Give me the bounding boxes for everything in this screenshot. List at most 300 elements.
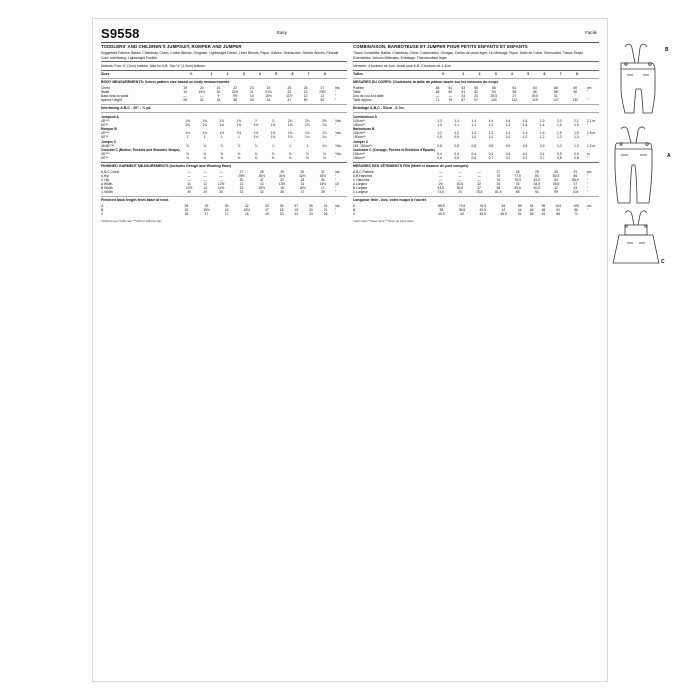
size-cell: 8 <box>323 72 326 77</box>
cell: 0,7 <box>488 155 494 160</box>
cell: 29 <box>204 203 209 208</box>
row-label: B Largeur <box>353 185 368 190</box>
cell: 22 <box>233 86 237 90</box>
table-row <box>101 98 347 102</box>
cell: 11 <box>187 181 191 186</box>
size-cell: 3 <box>242 72 245 77</box>
cell: 53 <box>492 90 496 95</box>
view-c-drawing <box>607 209 665 271</box>
cell: ½ <box>305 151 309 156</box>
cell: 89 <box>515 190 520 195</box>
cell: 64 <box>533 86 537 90</box>
cell: 30 <box>300 169 305 174</box>
french-notions: Mercerie: 4 boutons de 1cm. Aussi pour A,B: 2 boutons de 1,3cm. <box>353 63 452 68</box>
cell: 35 <box>280 190 284 195</box>
cell: 21 <box>216 86 221 90</box>
divider <box>353 162 599 163</box>
unit-cell: " <box>335 177 337 182</box>
cell: 32 <box>244 203 249 208</box>
cell: 1⅝ <box>287 123 293 128</box>
cell: ⅞ <box>203 143 207 148</box>
english-interfacing: Interfacing A,B,C - 20" - ¾ yd. <box>101 106 152 111</box>
cell: 1¾ <box>322 123 327 128</box>
cell: 51 <box>448 86 453 90</box>
cell: ⅜ <box>186 151 189 156</box>
cell: 30 <box>219 190 223 195</box>
unit-cell: " <box>587 207 589 212</box>
cell: 11½ <box>286 94 293 99</box>
cell: 0,6 <box>454 155 459 160</box>
cell: 73,5 <box>458 203 466 208</box>
unit-cell: cm <box>587 86 592 90</box>
cell: 0,4 <box>522 151 528 156</box>
cell: ⅞ <box>186 143 189 148</box>
cell: 1¼ <box>322 143 327 148</box>
cell: ⅜ <box>254 155 258 160</box>
cell: 85 <box>573 173 578 178</box>
cell: 1½ <box>236 131 242 136</box>
unit-cell: Yds. <box>335 143 342 148</box>
cell: 12½ <box>217 181 225 186</box>
cell: 79 <box>448 98 453 103</box>
cell: 1,3 <box>471 131 477 136</box>
cell: 39,5 <box>514 185 521 190</box>
cell: 33½ <box>319 173 326 178</box>
cell: — <box>187 173 191 178</box>
cell: 22 <box>287 90 292 95</box>
cell: 21 <box>323 207 328 212</box>
unit-cell: Yds. <box>335 131 342 136</box>
cell: — <box>203 177 207 182</box>
sizes-header: Sizes <box>101 72 110 77</box>
english-finished-head: FINISHED GARMENT MEASUREMENTS (Includes Design and Wearing Ease) <box>101 164 232 168</box>
unit-cell: Ins. <box>335 169 341 174</box>
unit-cell: 2,1 m <box>587 119 596 124</box>
cell: 21 <box>249 90 254 95</box>
cell: 10 <box>249 94 254 99</box>
unit-cell: " <box>587 135 589 140</box>
cell: 2 <box>272 119 275 124</box>
table-row <box>353 212 599 216</box>
cell: 20 <box>199 86 204 90</box>
unit-cell <box>585 212 599 216</box>
cell: 31 <box>239 190 244 195</box>
size-cell: ½ <box>441 72 445 77</box>
cell: 77,5 <box>514 173 521 178</box>
cell: 28 <box>259 169 264 174</box>
cell: 16 <box>280 185 284 190</box>
cell: 39,5 <box>458 207 466 212</box>
cell: ⅜ <box>305 155 309 160</box>
row-label: 115cm** <box>353 119 366 124</box>
cell: 99 <box>541 203 546 208</box>
cell: 34 <box>320 177 325 182</box>
cell: 1,3 <box>505 123 511 128</box>
cell: 26 <box>323 211 328 216</box>
unit-cell: Yds. <box>335 151 342 156</box>
cell: 1,4 <box>505 131 511 136</box>
cell: 86,5 <box>572 177 579 182</box>
cell: 43 <box>573 185 578 190</box>
unit-cell: cm <box>587 169 592 174</box>
cell: 0,4 <box>454 151 459 156</box>
cell: 30,5 <box>456 181 464 186</box>
cell: 43 <box>249 98 254 103</box>
group-label: Jumper C <box>353 139 369 144</box>
row-label: A Largeur <box>353 181 368 186</box>
cell: 23 <box>461 94 466 99</box>
row-label: Taille <box>353 90 361 95</box>
cell: 31 <box>573 169 578 174</box>
cell: 51 <box>517 211 522 216</box>
cell: 89 <box>517 203 522 208</box>
cell: 53 <box>461 86 466 90</box>
cell: 37 <box>573 181 578 186</box>
cell: 1,4 <box>454 119 459 124</box>
cell: 56 <box>574 207 578 212</box>
cell: 1,2 <box>437 131 442 136</box>
row-label: Taille approx. <box>353 98 373 103</box>
cell: 104 <box>491 98 497 103</box>
cell: 1,4 <box>488 119 494 124</box>
cell: 31 <box>259 177 264 182</box>
table-row <box>353 190 599 194</box>
unit-cell: " <box>587 190 589 195</box>
cell: 43 <box>460 211 464 216</box>
unit-cell: 15 <box>335 181 339 186</box>
row-label: 45,60"*** <box>101 143 115 148</box>
cell: 21½ <box>265 90 272 95</box>
cell: 69 <box>573 86 578 90</box>
cell: — <box>200 94 204 99</box>
cell: 0,9 <box>522 143 528 148</box>
cell: ⅜ <box>271 155 275 160</box>
cell: 14 <box>300 181 305 186</box>
cell: 38 <box>439 207 444 212</box>
cell: 71 <box>435 98 440 103</box>
cell: 24 <box>474 94 478 99</box>
unit-cell: " <box>335 190 337 195</box>
cell: 1,9 <box>539 119 545 124</box>
cell: 1½ <box>253 123 259 128</box>
cell: 40,5 <box>479 207 486 212</box>
cell: 22 <box>294 211 299 216</box>
group-label: Jumpsuit A <box>101 114 119 119</box>
cell: — <box>219 173 223 178</box>
unit-cell: " <box>335 185 337 190</box>
cell: 104 <box>572 190 579 195</box>
row-label: A,B Hanches <box>353 173 373 178</box>
cell: 94 <box>529 203 534 208</box>
english-sizes-table <box>101 72 347 76</box>
row-label: C <box>353 211 356 216</box>
cell: 0,4 <box>437 151 442 156</box>
group-label: Combinaison A <box>353 114 378 119</box>
cell: 94 <box>535 190 539 195</box>
cell: 1,3 <box>557 135 562 140</box>
cell: 1 <box>272 143 275 148</box>
cell: 1,4 <box>522 131 528 136</box>
cell: 25 <box>287 86 292 90</box>
size-cell: 5 <box>275 72 278 77</box>
cell: 0,9 <box>454 135 459 140</box>
cell: 68,5 <box>438 203 445 208</box>
cell: — <box>438 169 443 174</box>
cell: 58 <box>554 90 558 95</box>
unit-cell: " <box>335 207 337 212</box>
cell: 76 <box>496 177 501 182</box>
cell: 1¾ <box>305 131 310 136</box>
cell: 20 <box>216 90 221 95</box>
cell: 17 <box>320 185 325 190</box>
row-label: A,B,C Chest <box>101 169 120 174</box>
cell: 99 <box>554 190 558 195</box>
cell: 132 <box>572 98 579 103</box>
size-cell: 5 <box>527 72 530 77</box>
cell: 16 <box>224 207 229 212</box>
unit-cell: " <box>335 135 337 140</box>
cell: 1,5 <box>574 123 579 128</box>
cell: 0,5 <box>557 151 562 156</box>
english-back-length-head: Finished back length from base of neck <box>101 198 169 203</box>
cell: 14½ <box>319 181 326 186</box>
cell: 2¼ <box>305 119 310 124</box>
divider <box>101 70 347 71</box>
size-cell: 3 <box>494 72 497 77</box>
french-finished-table <box>353 170 599 195</box>
view-a-label: A <box>667 153 671 159</box>
divider <box>353 104 599 105</box>
cell: ⅜ <box>220 155 224 160</box>
table-row <box>101 156 347 160</box>
row-label: B Width <box>101 185 113 190</box>
cell: 1⅝ <box>185 119 190 124</box>
cell: 0,6 <box>437 155 442 160</box>
french-body-note: MESURES DU CORPS: Choisissez la taille du patron basée sur les mesures du corps <box>353 80 499 85</box>
english-body-table <box>101 86 347 102</box>
row-label: C Hanches <box>353 177 370 182</box>
cell: 78,5 <box>514 177 521 182</box>
row-label: 60"** <box>101 123 109 128</box>
cell: 78,5 <box>475 190 483 195</box>
cell: 20 <box>309 207 313 212</box>
cell: 127 <box>553 98 559 103</box>
cell: 1⅛ <box>185 123 190 128</box>
cell: 1⅛ <box>253 135 259 140</box>
cell: 42 <box>501 207 506 212</box>
cell: 71 <box>574 211 578 216</box>
cell: 27 <box>496 169 501 174</box>
cell: 0,8 <box>437 143 442 148</box>
cell: 34 <box>216 98 221 103</box>
cell: 119 <box>532 98 538 103</box>
cell: 31 <box>199 98 204 103</box>
cell: 81,5 <box>495 190 502 195</box>
cell: 20 <box>279 211 284 216</box>
cell: 38 <box>496 185 501 190</box>
cell: 58 <box>492 86 496 90</box>
french-body-table <box>353 86 599 102</box>
unit-cell: " <box>335 98 337 103</box>
divider <box>353 70 599 71</box>
cell: 0,7 <box>522 155 528 160</box>
unit-cell: " <box>335 155 337 160</box>
header <box>101 27 599 43</box>
cell: 104 <box>555 203 561 208</box>
row-label: Dos de cou à la taille <box>353 94 384 99</box>
cell: 1,1 <box>471 123 477 128</box>
view-c-label: C <box>661 259 665 265</box>
divider <box>353 112 599 113</box>
unit-cell: Yds. <box>335 119 342 124</box>
size-cell: 6 <box>543 72 546 77</box>
row-label: A Hip <box>101 173 109 178</box>
cell: 48 <box>541 207 546 212</box>
unit-cell: " <box>587 90 589 95</box>
unit-cell: 1,2 m <box>587 143 596 148</box>
sizes-header: Tailles <box>353 72 364 77</box>
size-cell: 6 <box>291 72 294 77</box>
cell: — <box>438 177 443 182</box>
cell: — <box>477 173 481 178</box>
cell: 51 <box>461 90 466 95</box>
cell: 1,2 <box>539 135 545 140</box>
cell: 76,5 <box>479 203 486 208</box>
cell: 1,5 <box>539 131 545 136</box>
cell: 27 <box>512 94 517 99</box>
cell: 56 <box>529 211 534 216</box>
cell: 1⅝ <box>305 123 310 128</box>
cell: 41 <box>323 203 328 208</box>
cell: — <box>458 173 462 178</box>
cell: 29 <box>535 169 539 174</box>
cell: 0,7 <box>539 155 545 160</box>
cell: 9 <box>217 94 220 99</box>
cell: 0,9 <box>505 143 511 148</box>
row-label: 115cm** <box>353 151 366 156</box>
cell: 1,2 <box>454 131 459 136</box>
cell: — <box>183 94 187 99</box>
divider <box>101 196 347 197</box>
cell: 23 <box>303 90 308 95</box>
cell: 1¼ <box>322 135 327 140</box>
english-yardage-table <box>101 115 347 160</box>
cell: 35,5 <box>552 181 560 186</box>
cell: 47 <box>287 98 292 103</box>
row-label: 45"*** <box>101 151 110 156</box>
size-cell: 7 <box>559 72 562 77</box>
cell: 0,4 <box>471 151 477 156</box>
cell: 1,6 <box>522 119 528 124</box>
size-cell: 2 <box>226 72 229 77</box>
french-back-length-head: Longueur finie - dos, votre nuque à l'ourlet <box>353 198 426 203</box>
divider <box>101 162 347 163</box>
cell: 29½ <box>238 173 245 178</box>
table-row <box>353 156 599 160</box>
cell: 1⅝ <box>287 131 293 136</box>
cell: 0,8 <box>557 155 562 160</box>
cell: 30 <box>554 169 558 174</box>
english-title: TODDLERS' AND CHILDREN'S JUMPSUIT, ROMPER AND JUMPER <box>101 44 242 49</box>
cell: 12 <box>320 94 325 99</box>
cell: 0,8 <box>574 155 579 160</box>
french-suggested-fabrics: Tissus Conseillés: Batiks, Chambray, Chino, Cotonnades, Guingan, Denim de poids léger, Lin Mélangé, Piqué, Satin de Coton, Seersucker, Tissus Tissés Extensibles, Velours Millerales. Entoilage: Thermocollant léger. <box>353 51 584 60</box>
cell: 1 <box>186 135 189 140</box>
french-back-length-table <box>353 204 599 216</box>
size-cell: 1 <box>210 72 213 77</box>
cell: 33 <box>496 181 501 186</box>
row-label: 60"** <box>101 155 109 160</box>
cell: 0,8 <box>488 143 494 148</box>
cell: 13½ <box>278 181 286 186</box>
cell: 50 <box>448 90 453 95</box>
cell: — <box>477 169 481 174</box>
cell: 34,5 <box>533 181 541 186</box>
cell: 29 <box>280 169 284 174</box>
unit-cell: Ins. <box>335 203 341 208</box>
cell: 1,6 <box>505 119 511 124</box>
cell: 45,5 <box>479 211 486 216</box>
cell: 18 <box>279 207 284 212</box>
cell: 1⅜ <box>202 131 207 136</box>
cell: 9½ <box>232 94 238 99</box>
cell: 0,4 <box>539 151 545 156</box>
cell: 1⅜ <box>219 123 225 128</box>
cell: 52 <box>320 98 325 103</box>
unit-cell: " <box>335 90 337 95</box>
table-row <box>353 72 599 76</box>
cell: 1,3 <box>574 135 579 140</box>
cell: 1 <box>220 135 223 140</box>
unit-cell: " <box>335 123 337 128</box>
cell: 0,4 <box>505 151 511 156</box>
cell: 31 <box>554 94 558 99</box>
cell: 15 <box>239 185 244 190</box>
cell: 19 <box>183 90 187 95</box>
cell: 60 <box>573 90 578 95</box>
cell: 1,5 <box>574 131 579 136</box>
unit-cell <box>333 72 347 76</box>
cell: 28 <box>515 169 520 174</box>
unit-cell: " <box>587 177 589 182</box>
cell: 26 <box>303 86 308 90</box>
view-a-drawing <box>601 125 665 209</box>
cell: 24 <box>266 86 271 90</box>
french-title: COMBINAISON, BARBOTEUSE ET JUMPER POUR PETITS ENFANTS ET ENFANTS <box>353 44 528 49</box>
cell: " <box>574 94 576 99</box>
cell: 39 <box>320 190 325 195</box>
row-label: C Width <box>101 190 113 195</box>
row-label: A,B,C Poitrine <box>353 169 374 174</box>
cell: 52 <box>474 90 478 95</box>
row-label: Poitrine <box>353 86 365 90</box>
english-footnotes: *without nap **with nap ***with or without nap <box>101 219 162 224</box>
cell: ⅜ <box>186 155 189 160</box>
cell: ⅜ <box>203 151 207 156</box>
cell: 27 <box>239 169 244 174</box>
english-body-note: BODY MEASUREMENTS: Select pattern size based on body measurements <box>101 80 230 85</box>
cell: 1⅛ <box>287 135 293 140</box>
cell: 1⅝ <box>202 119 207 124</box>
cell: 14 <box>203 185 207 190</box>
cell: 1½ <box>270 123 276 128</box>
cell: ½ <box>323 151 326 156</box>
cell: ⅜ <box>220 151 224 156</box>
french-sizes-table <box>353 72 599 76</box>
cell: ⅜ <box>203 155 207 160</box>
cell: 0,8 <box>471 143 477 148</box>
cell: 12 <box>203 181 207 186</box>
